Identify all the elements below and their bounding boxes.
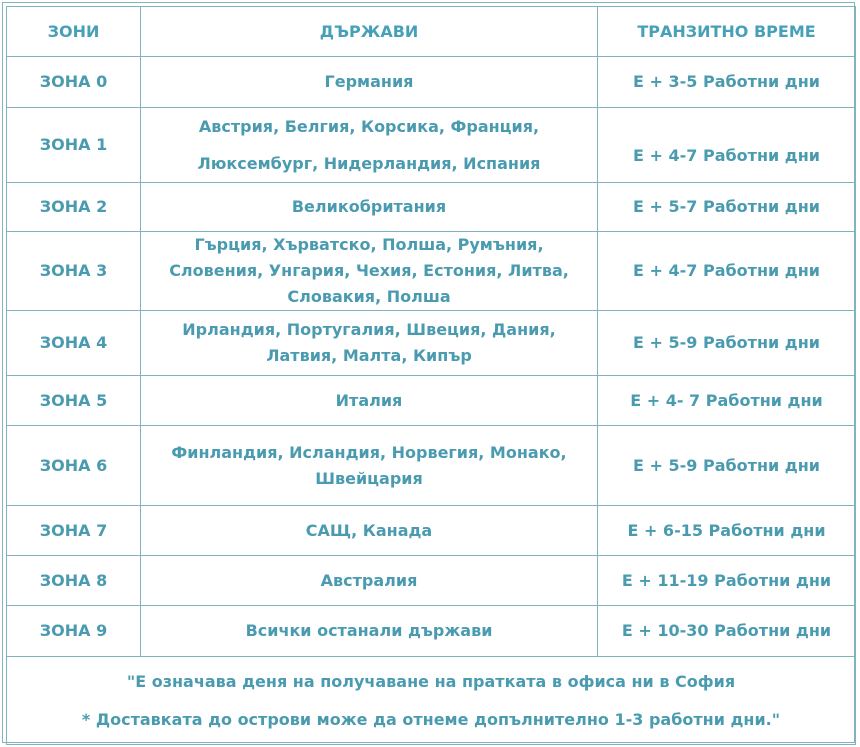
zone-cell: ЗОНА 5 bbox=[7, 376, 141, 426]
countries-cell: Италия bbox=[141, 376, 598, 426]
table-row bbox=[7, 108, 856, 183]
footer-note-islands: * Доставката до острови може да отнеме допълнително 1-3 работни дни." bbox=[81, 709, 781, 729]
shipping-zones-table bbox=[6, 6, 856, 745]
table-footer-row bbox=[7, 657, 856, 745]
zone-cell: ЗОНА 2 bbox=[7, 183, 141, 232]
transit-cell: E + 5-9 Работни дни bbox=[598, 311, 856, 376]
countries-cell: Гърция, Хърватско, Полша, Румъния, Словения, Унгария, Чехия, Естония, Литва, Словакия, Полша bbox=[141, 232, 598, 311]
footer-notes bbox=[7, 657, 856, 745]
zone-cell: ЗОНА 8 bbox=[7, 556, 141, 606]
zone-cell: ЗОНА 3 bbox=[7, 232, 141, 311]
table-row bbox=[7, 606, 856, 657]
table-row bbox=[7, 183, 856, 232]
transit-cell: E + 10-30 Работни дни bbox=[598, 606, 856, 657]
transit-cell: E + 11-19 Работни дни bbox=[598, 556, 856, 606]
zone-cell: ЗОНА 4 bbox=[7, 311, 141, 376]
countries-cell: Австрия, Белгия, Корсика, Франция, Люксембург, Нидерландия, Испания bbox=[141, 108, 598, 183]
table-row bbox=[7, 426, 856, 506]
transit-cell: E + 4-7 Работни дни bbox=[598, 232, 856, 311]
countries-cell: Всички останали държави bbox=[141, 606, 598, 657]
zone-cell: ЗОНА 1 bbox=[7, 108, 141, 183]
countries-cell: Великобритания bbox=[141, 183, 598, 232]
transit-cell: E + 5-9 Работни дни bbox=[598, 426, 856, 506]
zone-cell: ЗОНА 0 bbox=[7, 57, 141, 108]
header-countries: ДЪРЖАВИ bbox=[141, 7, 598, 57]
countries-cell: Финландия, Исландия, Норвегия, Монако, Швейцария bbox=[141, 426, 598, 506]
table-header-row bbox=[7, 7, 856, 57]
countries-cell: Ирландия, Португалия, Швеция, Дания, Латвия, Малта, Кипър bbox=[141, 311, 598, 376]
transit-cell: E + 4- 7 Работни дни bbox=[598, 376, 856, 426]
table-row bbox=[7, 506, 856, 556]
transit-cell: E + 6-15 Работни дни bbox=[598, 506, 856, 556]
transit-cell: E + 3-5 Работни дни bbox=[598, 57, 856, 108]
footer-note-e-definition: "E означава деня на получаване на пратката в офиса ни в София bbox=[126, 671, 736, 691]
zone-cell: ЗОНА 6 bbox=[7, 426, 141, 506]
countries-cell: Австралия bbox=[141, 556, 598, 606]
table-row bbox=[7, 232, 856, 311]
table-row bbox=[7, 556, 856, 606]
transit-cell: E + 5-7 Работни дни bbox=[598, 183, 856, 232]
table-row bbox=[7, 57, 856, 108]
table-row bbox=[7, 311, 856, 376]
countries-cell: Германия bbox=[141, 57, 598, 108]
zone-cell: ЗОНА 7 bbox=[7, 506, 141, 556]
header-transit-time: ТРАНЗИТНО ВРЕМЕ bbox=[598, 7, 856, 57]
table-row bbox=[7, 376, 856, 426]
header-zones: ЗОНИ bbox=[7, 7, 141, 57]
countries-cell: САЩ, Канада bbox=[141, 506, 598, 556]
transit-cell: E + 4-7 Работни дни bbox=[598, 108, 856, 183]
zone-cell: ЗОНА 9 bbox=[7, 606, 141, 657]
